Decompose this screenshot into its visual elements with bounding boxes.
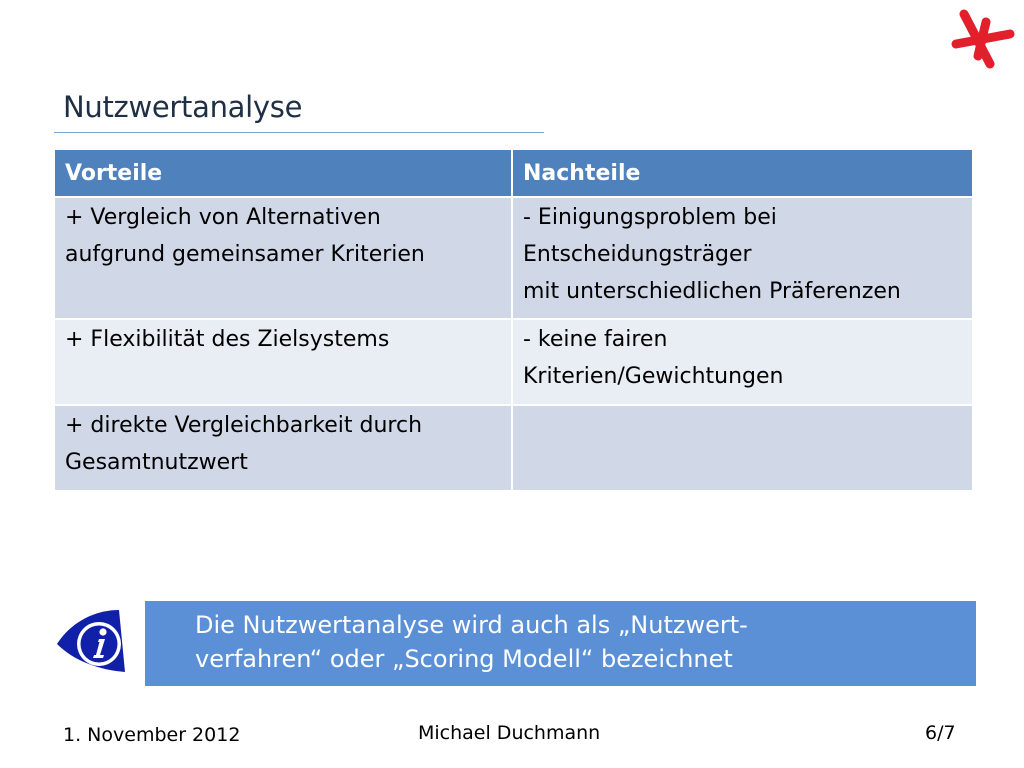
advantage-cell: + Vergleich von Alternativen aufgrund gemeinsamer Kriterien: [54, 197, 512, 319]
info-note: Die Nutzwertanalyse wird auch als „Nutzwert- verfahren“ oder „Scoring Modell“ bezeichnet: [145, 601, 976, 686]
table-header-row: [54, 150, 973, 197]
pros-cons-table: [53, 150, 974, 492]
disadvantage-cell: - Einigungsproblem bei Entscheidungsträger mit unterschiedlichen Präferenzen: [512, 197, 973, 319]
disadvantage-cell: - keine fairen Kriterien/Gewichtungen: [512, 319, 973, 405]
header-advantages: Vorteile: [54, 150, 512, 197]
info-eye-icon: [55, 608, 129, 674]
advantage-cell: + Flexibilität des Zielsystems: [54, 319, 512, 405]
footer-page-number: 6/7: [925, 722, 956, 744]
slide-title: Nutzwertanalyse: [63, 90, 303, 124]
title-underline: [54, 132, 544, 133]
table-row: [54, 405, 973, 491]
footer-date: 1. November 2012: [63, 724, 241, 746]
table-row: [54, 319, 973, 405]
table-row: [54, 197, 973, 319]
red-asterisk-logo: [950, 8, 1016, 70]
advantage-cell: + direkte Vergleichbarkeit durch Gesamtnutzwert: [54, 405, 512, 491]
header-disadvantages: Nachteile: [512, 150, 973, 197]
disadvantage-cell: [512, 405, 973, 491]
footer-author: Michael Duchmann: [418, 722, 601, 744]
